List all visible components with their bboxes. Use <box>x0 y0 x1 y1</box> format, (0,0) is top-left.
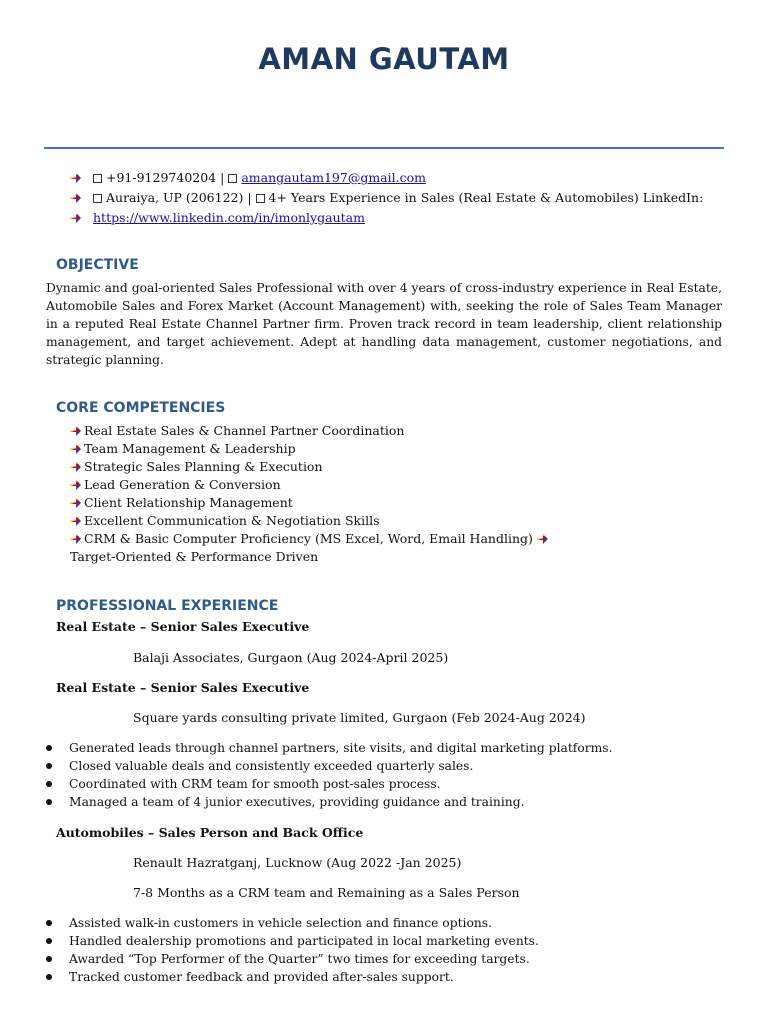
arrow-bullet-icon <box>70 173 81 183</box>
job-company: Balaji Associates, Gurgaon (Aug 2024-April 2025) <box>133 650 449 665</box>
list-item: Closed valuable deals and consistently exceeded quarterly sales. <box>46 757 736 775</box>
arrow-bullet-icon <box>70 444 81 454</box>
contact-line-phone-email <box>70 168 730 188</box>
job-company: Renault Hazratganj, Lucknow (Aug 2022 -Jan 2025) <box>133 855 462 870</box>
bullet-dot-icon <box>46 938 52 944</box>
list-item: Coordinated with CRM team for smooth post-sales process. <box>46 775 736 793</box>
location-text: Auraiya, UP (206122) | <box>106 190 252 205</box>
list-item: Tracked customer feedback and provided after-sales support. <box>46 968 736 986</box>
contact-line-linkedin <box>70 208 730 228</box>
bullet-dot-icon <box>46 745 52 751</box>
arrow-bullet-icon <box>70 480 81 490</box>
experience-heading: PROFESSIONAL EXPERIENCE <box>56 598 279 614</box>
bullet-dot-icon <box>46 799 52 805</box>
competency-item: CRM & Basic Computer Proficiency (MS Excel, Word, Email Handling) <box>70 530 730 548</box>
objective-heading: OBJECTIVE <box>56 257 139 273</box>
arrow-bullet-icon <box>70 516 81 526</box>
bullet-dot-icon <box>46 974 52 980</box>
list-item: Handled dealership promotions and participated in local marketing events. <box>46 932 736 950</box>
list-item: Managed a team of 4 junior executives, providing guidance and training. <box>46 793 736 811</box>
candidate-name: AMAN GAUTAM <box>258 42 510 76</box>
competency-item: Lead Generation & Conversion <box>70 476 730 494</box>
bullet-dot-icon <box>46 920 52 926</box>
header-divider <box>44 147 724 149</box>
competency-item: Real Estate Sales & Channel Partner Coordination <box>70 422 730 440</box>
list-item: Awarded “Top Performer of the Quarter” two times for exceeding targets. <box>46 950 736 968</box>
competency-item: Team Management & Leadership <box>70 440 730 458</box>
arrow-bullet-icon <box>70 498 81 508</box>
job-note: 7-8 Months as a CRM team and Remaining as a Sales Person <box>133 885 520 900</box>
list-item: Generated leads through channel partners, site visits, and digital marketing platforms. <box>46 739 736 757</box>
experience-summary-text: 4+ Years Experience in Sales (Real Estate & Automobiles) LinkedIn: <box>268 190 704 205</box>
competency-item: Excellent Communication & Negotiation Skills <box>70 512 730 530</box>
arrow-bullet-icon <box>537 534 548 544</box>
job-title: Real Estate – Senior Sales Executive <box>56 619 310 634</box>
job-company: Square yards consulting private limited, Gurgaon (Feb 2024-Aug 2024) <box>133 710 586 725</box>
job-title: Real Estate – Senior Sales Executive <box>56 680 310 695</box>
competencies-heading: CORE COMPETENCIES <box>56 400 226 416</box>
competency-item: Strategic Sales Planning & Execution <box>70 458 730 476</box>
competencies-list <box>70 422 730 566</box>
job-title: Automobiles – Sales Person and Back Office <box>56 825 364 840</box>
linkedin-link[interactable]: https://www.linkedin.com/in/imonlygautam <box>93 210 365 225</box>
contact-line-location <box>70 188 730 208</box>
job-bullets <box>46 739 736 811</box>
bullet-dot-icon <box>46 781 52 787</box>
arrow-bullet-icon <box>70 462 81 472</box>
arrow-bullet-icon <box>70 213 81 223</box>
missing-glyph-icon <box>228 174 237 183</box>
list-item: Assisted walk-in customers in vehicle selection and finance options. <box>46 914 736 932</box>
bullet-dot-icon <box>46 956 52 962</box>
missing-glyph-icon <box>93 174 102 183</box>
arrow-bullet-icon <box>70 426 81 436</box>
competency-item: Client Relationship Management <box>70 494 730 512</box>
competency-item: Target-Oriented & Performance Driven <box>70 549 319 564</box>
objective-text: Dynamic and goal-oriented Sales Professional with over 4 years of cross-industry experience in Real Estate, Automobile Sales and Forex Market (Account Management) with, seeking the role of Sales Team Manager in a reputed Real Estate Channel Partner firm. Proven track record in team leadership, client relationship management, and target achievement. Adept at handling data management, customer negotiations, and strategic planning. <box>46 281 722 367</box>
missing-glyph-icon <box>93 194 102 203</box>
arrow-bullet-icon <box>70 534 81 544</box>
contact-block <box>70 168 730 228</box>
job-bullets <box>46 914 736 986</box>
bullet-dot-icon <box>46 763 52 769</box>
arrow-bullet-icon <box>70 193 81 203</box>
phone-text: +91-9129740204 | <box>106 170 225 185</box>
email-link[interactable]: amangautam197@gmail.com <box>241 170 426 185</box>
missing-glyph-icon <box>256 194 265 203</box>
